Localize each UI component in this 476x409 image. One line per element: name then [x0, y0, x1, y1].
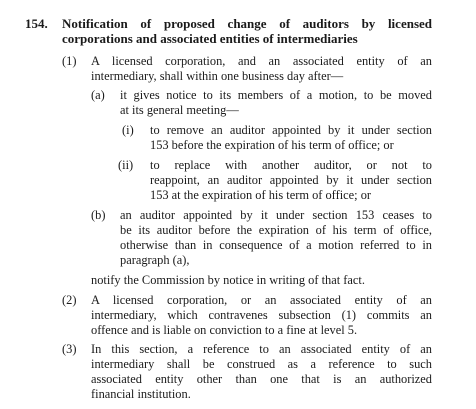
paragraph-text: [120, 208, 432, 268]
subsection-closing: [91, 273, 432, 288]
subsection-number: (2): [62, 293, 77, 307]
text-line: financial institution.: [91, 387, 191, 401]
text-line: intermediary, shall within one business day after—: [91, 69, 344, 83]
paragraph-number: (a): [91, 88, 105, 102]
text-line: associated entity other than one that is an authorized: [91, 372, 432, 386]
subsection-text: [91, 342, 432, 402]
text-line: 153 at the expiration of his term of office; or: [150, 188, 372, 202]
subparagraph-number: (ii): [118, 158, 134, 172]
subsection-number: (1): [62, 54, 77, 68]
text-line: to replace with another auditor, or not to: [150, 158, 432, 172]
text-line: 153 before the expiration of his term of office; or: [150, 138, 394, 152]
section-heading: [62, 16, 432, 46]
text-line: A licensed corporation, and an associated entity of an: [91, 54, 432, 68]
subparagraph-text: [150, 158, 432, 203]
text-line: at its general meeting—: [120, 103, 239, 117]
text-line: it gives notice to its members of a motion, to be moved: [120, 88, 432, 102]
text-line: be its auditor before the expiration of his term of office,: [120, 223, 432, 237]
text-line: offence and is liable on conviction to a fine at level 5.: [91, 323, 358, 337]
text-line: reappoint, an auditor appointed by it under section: [150, 173, 432, 187]
text-line: A licensed corporation, or an associated entity of an: [91, 293, 432, 307]
text-line: notify the Commission by notice in writing of that fact.: [91, 273, 365, 287]
section-number: 154.: [25, 16, 48, 31]
text-line: to remove an auditor appointed by it under section: [150, 123, 432, 137]
text-line: otherwise than in consequence of a motion referred to in: [120, 238, 432, 252]
subsection-number: (3): [62, 342, 77, 356]
paragraph-number: (b): [91, 208, 106, 222]
text-line: intermediary shall be construed as a reference to such: [91, 357, 432, 371]
section-heading-line: Notification of proposed change of auditors by licensed: [62, 16, 432, 31]
text-line: In this section, a reference to an associated entity of an: [91, 342, 432, 356]
section-heading-line: corporations and associated entities of intermediaries: [62, 31, 358, 46]
subparagraph-number: (i): [122, 123, 134, 137]
paragraph-text: [120, 88, 432, 118]
subsection-text: [91, 54, 432, 84]
text-line: intermediary, which contravenes subsection (1) commits an: [91, 308, 432, 322]
text-line: paragraph (a),: [120, 253, 190, 267]
subsection-text: [91, 293, 432, 338]
subparagraph-text: [150, 123, 432, 153]
text-line: an auditor appointed by it under section 153 ceases to: [120, 208, 432, 222]
